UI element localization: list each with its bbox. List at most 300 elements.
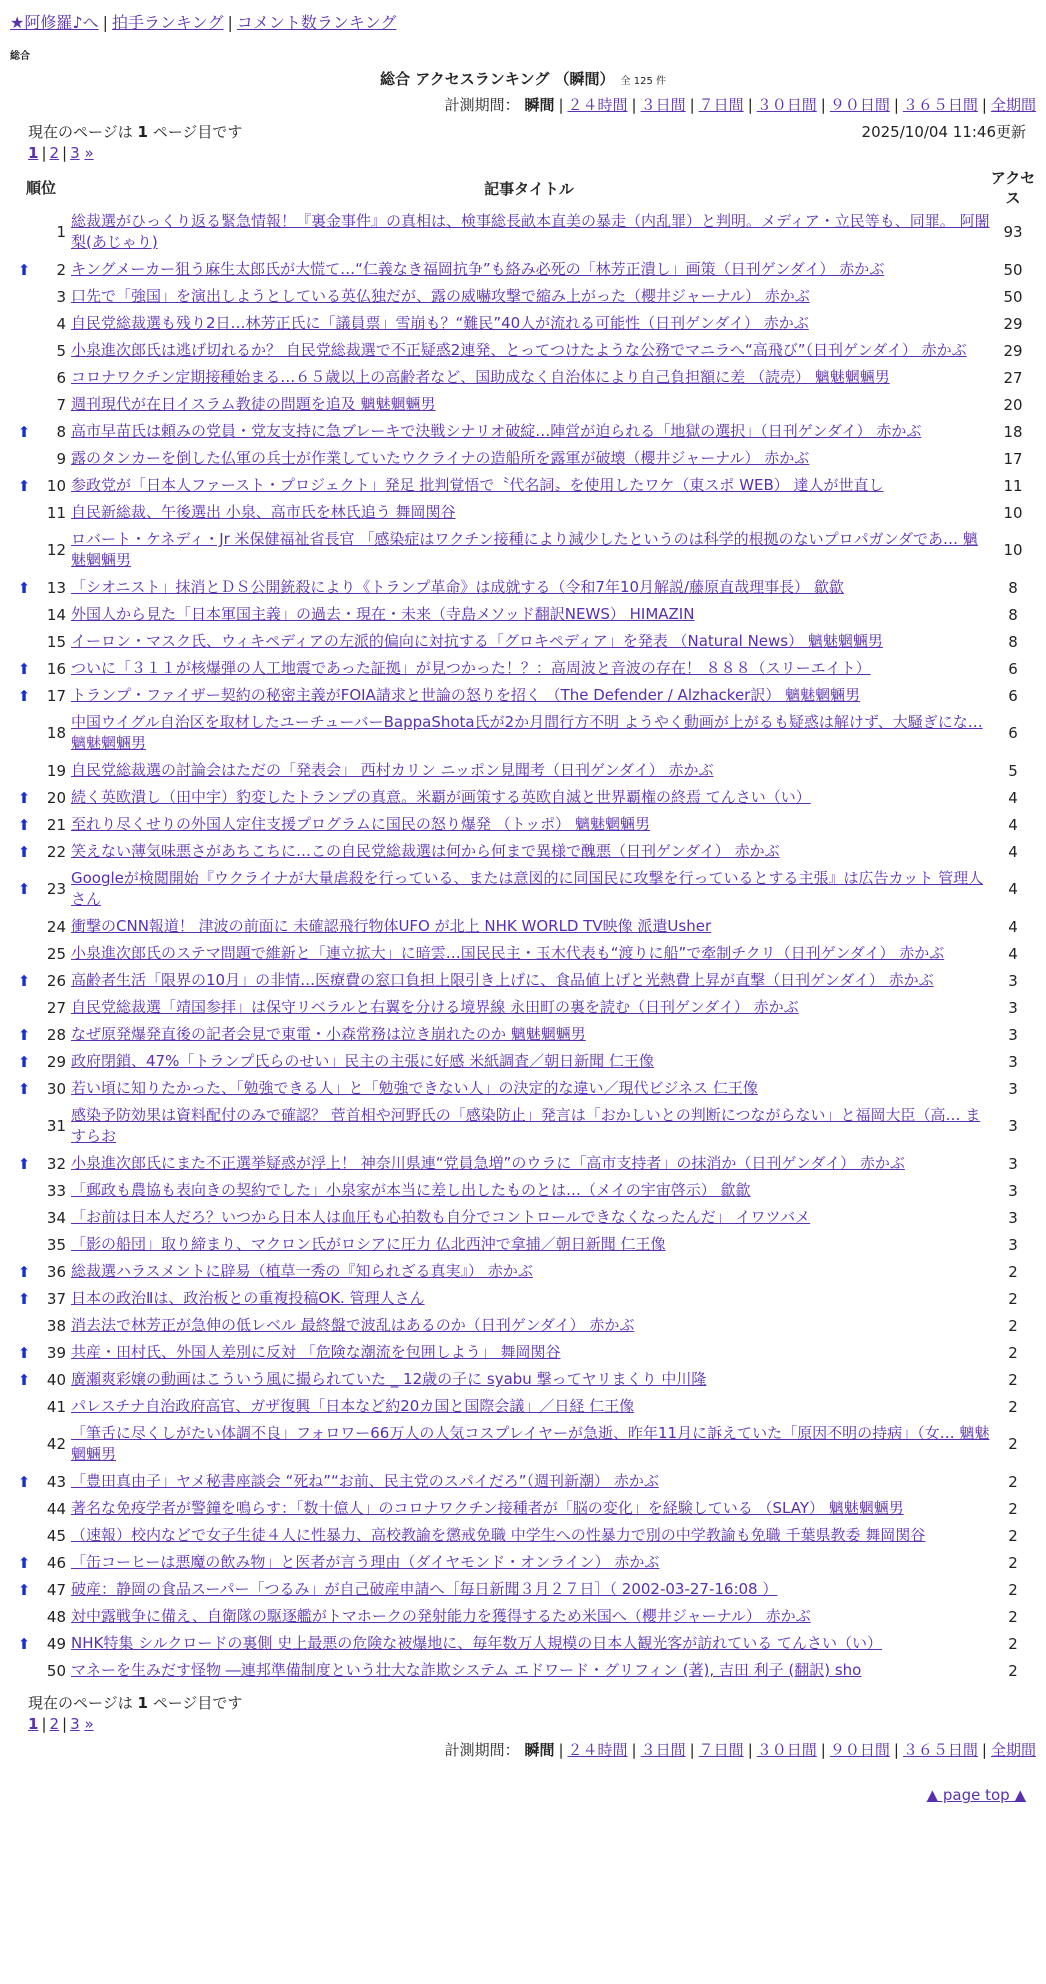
period-link[interactable]: ３日間 <box>640 1741 686 1759</box>
trend-cell <box>14 1285 34 1312</box>
column-header-access: アクセス <box>990 169 1036 207</box>
rank-number: 21 <box>46 815 66 834</box>
rank-number: 47 <box>46 1580 66 1599</box>
period-separator: | <box>631 1741 637 1759</box>
article-link[interactable]: 廣瀬爽彩嬢の動画はこういう風に撮られていた _ 12歳の子に syabu 撃ってヤリまくり 中川隆 <box>71 1370 707 1388</box>
pagination-top <box>10 144 1036 162</box>
article-title-cell <box>68 574 990 601</box>
rank-number: 9 <box>56 449 66 468</box>
article-link[interactable]: 高市早苗氏は頼みの党員・党友支持に急ブレーキで決戦シナリオ破綻…陣営が迫られる「地獄の選択」（日刊ゲンダイ） 赤かぶ <box>71 422 922 440</box>
trend-cell <box>14 784 34 811</box>
table-row <box>14 310 1036 337</box>
rank-number: 33 <box>46 1181 66 1200</box>
access-count: 3 <box>1008 1079 1018 1098</box>
table-row <box>14 757 1036 784</box>
access-count: 2 <box>1008 1370 1018 1389</box>
trend-cell <box>14 445 34 472</box>
total-count: 全 125 件 <box>620 76 666 87</box>
trend-cell <box>14 967 34 994</box>
access-count: 2 <box>1008 1553 1018 1572</box>
article-title-cell <box>68 1366 990 1393</box>
table-row <box>14 601 1036 628</box>
page-top-link-wrap <box>10 1786 1026 1804</box>
table-row <box>14 682 1036 709</box>
article-title-cell <box>68 337 990 364</box>
access-count: 4 <box>1008 788 1018 807</box>
article-link[interactable]: 著名な免疫学者が警鐘を鳴らす：「数十億人」のコロナワクチン接種者が「脳の変化」を経験している （SLAY） 魑魅魍魎男 <box>71 1499 904 1517</box>
rank-number: 31 <box>46 1117 66 1135</box>
article-link[interactable]: 「筆舌に尽くしがたい体調不良」フォロワー66万人の人気コスプレイヤーが急逝、昨年11月に訴えていた「原因不明の持病」（女… 魑魅魍魎男 <box>71 1424 990 1463</box>
access-count: 8 <box>1008 632 1018 651</box>
period-separator: | <box>981 96 987 114</box>
access-count: 18 <box>1003 422 1023 441</box>
trend-cell <box>14 1522 34 1549</box>
article-link[interactable]: 露のタンカーを倒した仏軍の兵士が作業していたウクライナの造船所を露軍が破壊（櫻井ジャーナル） 赤かぶ <box>71 449 810 467</box>
nav-link-comment-ranking[interactable]: コメント数ランキング <box>236 13 397 32</box>
trend-cell <box>14 1102 34 1150</box>
rank-number: 3 <box>56 287 66 306</box>
pager-page-link[interactable]: 1 <box>28 144 39 162</box>
pager-next[interactable]: » <box>84 1715 94 1733</box>
page-title-text: 総合 アクセスランキング （瞬間） <box>380 70 615 88</box>
access-count: 2 <box>1008 1661 1018 1680</box>
rank-number: 14 <box>46 605 66 624</box>
article-title-cell <box>68 1603 990 1630</box>
article-link[interactable]: 小泉進次郎氏のステマ問題で維新と「連立拡大」に暗雲…国民民主・玉木代表も“渡りに船”で牽制チクリ（日刊ゲンダイ） 赤かぶ <box>71 944 945 962</box>
rank-number: 50 <box>46 1661 66 1680</box>
period-selector-top <box>10 94 1036 115</box>
article-title-cell <box>68 967 990 994</box>
article-link[interactable]: 日本の政治Ⅱは、政治板との重複投稿OK. 管理人さん <box>71 1289 425 1307</box>
article-link[interactable]: 続く英欧潰し（田中宇）豹変したトランプの真意。米覇が画策する英欧自滅と世界覇権の終焉 てんさい（い） <box>71 788 811 806</box>
trend-cell <box>14 1366 34 1393</box>
article-title-cell <box>68 682 990 709</box>
nav-link-ashura[interactable]: ★阿修羅♪へ <box>10 13 99 32</box>
up-arrow-icon: ⬆ <box>17 476 31 495</box>
trend-cell <box>14 208 34 256</box>
top-nav <box>10 10 1036 33</box>
trend-cell <box>14 1630 34 1657</box>
up-arrow-icon: ⬆ <box>17 1472 31 1491</box>
current-page-prefix: 現在のページは <box>28 123 133 141</box>
article-title-cell <box>68 709 990 757</box>
article-link[interactable]: 政府閉鎖、47%「トランプ氏らのせい」民主の主張に好感 米紙調査／朝日新聞 仁王像 <box>71 1052 654 1070</box>
trend-cell <box>14 418 34 445</box>
table-row <box>14 1048 1036 1075</box>
rank-number: 2 <box>56 260 66 279</box>
period-link[interactable]: 全期間 <box>990 1741 1036 1759</box>
article-link[interactable]: 「お前は日本人だろ？いつから日本人は血圧も心拍数も自分でコントロールできなくなったんだ」 イワツバメ <box>71 1208 811 1226</box>
article-link[interactable]: ついに「３１１が核爆弾の人工地震であった証拠」が見つかった！？：高周波と音波の存在！ ８８８（スリーエイト） <box>71 659 871 677</box>
table-row <box>14 574 1036 601</box>
table-row <box>14 967 1036 994</box>
rank-number: 26 <box>46 971 66 990</box>
rank-number: 30 <box>46 1079 66 1098</box>
period-link[interactable]: ３６５日間 <box>902 96 978 114</box>
period-label: 計測期間： <box>444 96 520 114</box>
rank-number: 40 <box>46 1370 66 1389</box>
period-label: 計測期間： <box>444 1741 520 1759</box>
access-count: 29 <box>1003 314 1023 333</box>
article-link[interactable]: 若い頃に知りたかった、「勉強できる人」と「勉強できない人」の決定的な違い／現代ビジネス 仁王像 <box>71 1079 758 1097</box>
table-row <box>14 418 1036 445</box>
rank-number: 49 <box>46 1634 66 1653</box>
article-link[interactable]: 「豊田真由子」ヤメ秘書座談会 “死ね”“お前、民主党のスパイだろ”（週刊新潮） 赤かぶ <box>71 1472 659 1490</box>
article-title-cell <box>68 1630 990 1657</box>
table-row <box>14 1522 1036 1549</box>
access-count: 3 <box>1008 1235 1018 1254</box>
rank-number: 6 <box>56 368 66 387</box>
updated-timestamp: 2025/10/04 11:46更新 <box>861 123 1026 141</box>
table-row <box>14 1630 1036 1657</box>
period-link[interactable]: ３０日間 <box>756 1741 817 1759</box>
current-page-suffix: ページ目です <box>152 123 243 141</box>
article-title-cell <box>68 1258 990 1285</box>
current-page-number: 1 <box>137 1694 148 1712</box>
access-count: 6 <box>1008 724 1018 742</box>
access-count: 8 <box>1008 578 1018 597</box>
access-count: 2 <box>1008 1634 1018 1653</box>
period-link[interactable]: ２４時間 <box>567 1741 628 1759</box>
period-link[interactable]: ３日間 <box>640 96 686 114</box>
access-count: 3 <box>1008 971 1018 990</box>
article-link[interactable]: 感染予防効果は資料配付のみで確認？ 菅首相や河野氏の「感染防止」発言は「おかしいとの判断につながらない」と福岡大臣（高… ますらお <box>71 1106 981 1145</box>
rank-number: 10 <box>46 476 66 495</box>
article-title-cell <box>68 445 990 472</box>
article-link[interactable]: マネーを生みだす怪物 ―連邦準備制度という壮大な詐欺システム エドワード・グリフィン (著), 吉田 利子 (翻訳) sho <box>71 1661 862 1679</box>
table-row <box>14 208 1036 256</box>
table-row <box>14 1576 1036 1603</box>
article-title-cell <box>68 913 990 940</box>
article-link[interactable]: 破産：静岡の食品スーパー「つるみ」が自己破産申請へ［毎日新聞３月２７日］（ 2002-03-27-16:08 ） <box>71 1580 778 1598</box>
article-title-cell <box>68 1177 990 1204</box>
table-row <box>14 628 1036 655</box>
article-title-cell <box>68 256 990 283</box>
trend-cell <box>14 1258 34 1285</box>
trend-cell <box>14 1048 34 1075</box>
trend-cell <box>14 1657 34 1684</box>
category-label: 総合 <box>10 51 30 62</box>
table-row <box>14 1495 1036 1522</box>
period-separator: | <box>747 96 753 114</box>
current-page-text-bottom <box>28 1692 242 1713</box>
article-link[interactable]: 小泉進次郎氏にまた不正選挙疑惑が浮上！ 神奈川県連“党員急増”のウラに「高市支持者」の抹消か（日刊ゲンダイ） 赤かぶ <box>71 1154 905 1172</box>
access-count: 3 <box>1008 998 1018 1017</box>
rank-number: 7 <box>56 395 66 414</box>
trend-cell <box>14 811 34 838</box>
up-arrow-icon: ⬆ <box>17 880 31 898</box>
period-separator: | <box>631 96 637 114</box>
table-row <box>14 1312 1036 1339</box>
article-title-cell <box>68 208 990 256</box>
article-link[interactable]: なぜ原発爆発直後の記者会見で東電・小森常務は泣き崩れたのか 魑魅魍魎男 <box>71 1025 586 1043</box>
table-row <box>14 784 1036 811</box>
access-count: 2 <box>1008 1397 1018 1416</box>
access-count: 3 <box>1008 1117 1018 1135</box>
access-count: 50 <box>1003 260 1023 279</box>
article-link[interactable]: 総裁選がひっくり返る緊急情報！『裏金事件』の真相は、検事総長畝本直美の暴走（内乱罪）と判明。メディア・立民等も、同罪。 阿闍梨(あじゃり) <box>71 212 990 251</box>
table-row <box>14 865 1036 913</box>
article-link[interactable]: キングメーカー狙う麻生太郎氏が大慌て…“仁義なき福岡抗争”も絡み必死の「林芳正潰し」画策（日刊ゲンダイ） 赤かぶ <box>71 260 885 278</box>
rank-number: 43 <box>46 1472 66 1491</box>
trend-cell <box>14 628 34 655</box>
period-link[interactable]: 全期間 <box>990 96 1036 114</box>
article-link[interactable]: 週刊現代が在日イスラム教徒の問題を追及 魑魅魍魎男 <box>71 395 436 413</box>
article-link[interactable]: （速報）校内などで女子生徒４人に性暴力、高校教諭を懲戒免職 中学生への性暴力で別の中学教諭も免職 千葉県教委 舞岡関谷 <box>71 1526 926 1544</box>
article-title-cell <box>68 418 990 445</box>
article-link[interactable]: コロナワクチン定期接種始まる…６５歳以上の高齢者など、国助成なく自治体により自己負担額に差 （読売） 魑魅魍魎男 <box>71 368 890 386</box>
article-link[interactable]: 総裁選ハラスメントに辟易（植草一秀の『知られざる真実』） 赤かぶ <box>71 1262 533 1280</box>
access-count: 2 <box>1008 1526 1018 1545</box>
up-arrow-icon: ⬆ <box>17 815 31 834</box>
trend-cell <box>14 994 34 1021</box>
trend-cell <box>14 1075 34 1102</box>
trend-cell <box>14 526 34 574</box>
pager-page-link[interactable]: 2 <box>49 1715 60 1733</box>
table-row <box>14 526 1036 574</box>
pager-separator: | <box>41 144 47 162</box>
article-title-cell <box>68 1468 990 1495</box>
period-separator: | <box>689 96 695 114</box>
rank-number: 4 <box>56 314 66 333</box>
rank-number: 36 <box>46 1262 66 1281</box>
table-row <box>14 472 1036 499</box>
article-link[interactable]: 共産・田村氏、外国人差別に反対 「危険な潮流を包囲しよう」 舞岡関谷 <box>71 1343 561 1361</box>
pager-next[interactable]: » <box>84 144 94 162</box>
pagination-bottom <box>10 1715 1036 1733</box>
rank-number: 38 <box>46 1316 66 1335</box>
up-arrow-icon: ⬆ <box>17 1370 31 1389</box>
article-title-cell <box>68 994 990 1021</box>
trend-cell <box>14 310 34 337</box>
article-title-cell <box>68 1075 990 1102</box>
table-row <box>14 1366 1036 1393</box>
period-link[interactable]: ７日間 <box>698 1741 744 1759</box>
trend-cell <box>14 1204 34 1231</box>
article-link[interactable]: 「影の船団」取り締まり、マクロン氏がロシアに圧力 仏北西沖で拿捕／朝日新聞 仁王像 <box>71 1235 666 1253</box>
table-row <box>14 1102 1036 1150</box>
up-arrow-icon: ⬆ <box>17 686 31 705</box>
article-title-cell <box>68 1393 990 1420</box>
table-row <box>14 940 1036 967</box>
up-arrow-icon: ⬆ <box>17 260 31 279</box>
article-link[interactable]: 「缶コーヒーは悪魔の飲み物」と医者が言う理由（ダイヤモンド・オンライン） 赤かぶ <box>71 1553 660 1571</box>
period-link[interactable]: ９０日間 <box>829 96 890 114</box>
rank-number: 48 <box>46 1607 66 1626</box>
period-link[interactable]: ７日間 <box>698 96 744 114</box>
rank-number: 20 <box>46 788 66 807</box>
rank-number: 29 <box>46 1052 66 1071</box>
article-link[interactable]: 消去法で林芳正が急伸の低レベル 最終盤で波乱はあるのか（日刊ゲンダイ） 赤かぶ <box>71 1316 635 1334</box>
article-title-cell <box>68 526 990 574</box>
trend-cell <box>14 655 34 682</box>
article-title-cell <box>68 628 990 655</box>
article-link[interactable]: 小泉進次郎氏は逃げ切れるか？ 自民党総裁選で不正疑惑2連発、とってつけたような公務でマニラへ“高飛び”（日刊ゲンダイ） 赤かぶ <box>71 341 967 359</box>
access-count: 2 <box>1008 1607 1018 1626</box>
trend-cell <box>14 499 34 526</box>
article-link[interactable]: パレスチナ自治政府高官、ガザ復興「日本など約20カ国と国際会議」／日経 仁王像 <box>71 1397 635 1415</box>
trend-cell <box>14 682 34 709</box>
up-arrow-icon: ⬆ <box>17 842 31 861</box>
article-title-cell <box>68 838 990 865</box>
trend-cell <box>14 1495 34 1522</box>
trend-cell <box>14 940 34 967</box>
nav-link-applause-ranking[interactable]: 拍手ランキング <box>111 13 224 32</box>
up-arrow-icon: ⬆ <box>17 971 31 990</box>
article-title-cell <box>68 1231 990 1258</box>
up-arrow-icon: ⬆ <box>17 659 31 678</box>
table-row <box>14 1603 1036 1630</box>
rank-number: 42 <box>46 1435 66 1453</box>
nav-separator: | <box>227 13 233 32</box>
column-header-rank: 順位 <box>25 179 56 197</box>
table-row <box>14 1258 1036 1285</box>
article-title-cell <box>68 784 990 811</box>
rank-number: 23 <box>46 880 66 898</box>
trend-cell <box>14 1420 34 1468</box>
trend-cell <box>14 1021 34 1048</box>
article-link[interactable]: 高齢者生活「限界の10月」の非情…医療費の窓口負担上限引き上げに、食品値上げと光熱費上昇が直撃（日刊ゲンダイ） 赤かぶ <box>71 971 934 989</box>
article-link[interactable]: Googleが検閲開始『ウクライナが大量虐殺を行っている、または意図的に同国民に攻撃を行っているとする主張』は広告カット 管理人さん <box>71 869 984 908</box>
rank-number: 28 <box>46 1025 66 1044</box>
article-link[interactable]: 衝撃のCNN報道！ 津波の前面に 未確認飛行物体UFO が北上 NHK WORLD TV映像 派遣Usher <box>71 917 712 935</box>
access-count: 4 <box>1008 944 1018 963</box>
article-link[interactable]: NHK特集 シルクロードの裏側 史上最悪の危険な被爆地に、毎年数万人規模の日本人観光客が訪れている てんさい（い） <box>71 1634 882 1652</box>
trend-cell <box>14 1549 34 1576</box>
trend-cell <box>14 1231 34 1258</box>
trend-cell <box>14 472 34 499</box>
article-title-cell <box>68 283 990 310</box>
pager-page-link[interactable]: 1 <box>28 1715 39 1733</box>
article-title-cell <box>68 1204 990 1231</box>
table-row <box>14 364 1036 391</box>
trend-cell <box>14 337 34 364</box>
up-arrow-icon: ⬆ <box>17 1154 31 1173</box>
access-count: 2 <box>1008 1435 1018 1453</box>
article-link[interactable]: 自民新総裁、午後選出 小泉、高市氏を林氏追う 舞岡関谷 <box>71 503 456 521</box>
trend-cell <box>14 1603 34 1630</box>
page-top-link[interactable]: ▲ page top ▲ <box>926 1786 1026 1804</box>
table-row <box>14 1150 1036 1177</box>
pager-page-link[interactable]: 2 <box>49 144 60 162</box>
article-link[interactable]: 自民党総裁選「靖国参拝」は保守リベラルと右翼を分ける境界線 永田町の裏を読む（日刊ゲンダイ） 赤かぶ <box>71 998 799 1016</box>
article-link[interactable]: 自民党総裁選の討論会はただの「発表会」 西村カリン ニッポン見聞考（日刊ゲンダイ） 赤かぶ <box>71 761 714 779</box>
rank-number: 34 <box>46 1208 66 1227</box>
up-arrow-icon: ⬆ <box>17 422 31 441</box>
trend-cell <box>14 838 34 865</box>
article-title-cell <box>68 1285 990 1312</box>
article-link[interactable]: 笑えない薄気味悪さがあちこちに…この自民党総裁選は何から何まで異様で醜悪（日刊ゲンダイ） 赤かぶ <box>71 842 780 860</box>
table-row <box>14 1339 1036 1366</box>
rank-number: 37 <box>46 1289 66 1308</box>
period-link[interactable]: ９０日間 <box>829 1741 890 1759</box>
article-title-cell <box>68 1522 990 1549</box>
page-title <box>10 68 1036 89</box>
trend-cell <box>14 364 34 391</box>
period-link[interactable]: ３６５日間 <box>902 1741 978 1759</box>
table-row <box>14 838 1036 865</box>
table-row <box>14 1231 1036 1258</box>
table-row <box>14 1021 1036 1048</box>
access-count: 4 <box>1008 880 1018 898</box>
pager-separator: | <box>62 1715 68 1733</box>
up-arrow-icon: ⬆ <box>17 578 31 597</box>
trend-cell <box>14 1468 34 1495</box>
table-row <box>14 1420 1036 1468</box>
up-arrow-icon: ⬆ <box>17 1025 31 1044</box>
access-count: 2 <box>1008 1316 1018 1335</box>
access-count: 50 <box>1003 287 1023 306</box>
article-link[interactable]: 中国ウイグル自治区を取材したユーチューバーBappaShota氏が2か月間行方不明 ようやく動画が上がるも疑惑は解けず、大騒ぎにな… 魑魅魍魎男 <box>71 713 983 752</box>
trend-cell <box>14 1312 34 1339</box>
article-title-cell <box>68 1021 990 1048</box>
table-row <box>14 1204 1036 1231</box>
access-count: 6 <box>1008 686 1018 705</box>
article-link[interactable]: トランプ・ファイザー契約の秘密主義がFOIA請求と世論の怒りを招く （The Defender / Alzhacker訳） 魑魅魍魎男 <box>71 686 861 704</box>
period-separator: | <box>893 96 899 114</box>
ranking-table <box>14 168 1036 1684</box>
access-count: 2 <box>1008 1580 1018 1599</box>
article-link[interactable]: 「郵政も農協も表向きの契約でした」小泉家が本当に差し出したものとは…（メイの宇宙啓示） 歙歙 <box>71 1181 751 1199</box>
trend-cell <box>14 1576 34 1603</box>
article-title-cell <box>68 1549 990 1576</box>
pager-page-link[interactable]: 3 <box>70 1715 80 1733</box>
access-count: 3 <box>1008 1181 1018 1200</box>
article-link[interactable]: 口先で「強国」を演出しようとしている英仏独だが、露の威嚇攻撃で縮み上がった（櫻井ジャーナル） 赤かぶ <box>71 287 810 305</box>
article-title-cell <box>68 811 990 838</box>
article-link[interactable]: 外国人から見た「日本軍国主義」の過去・現在・未来（寺島メソッド翻訳NEWS） HIMAZIN <box>71 605 695 623</box>
access-count: 2 <box>1008 1262 1018 1281</box>
pager-page-link[interactable]: 3 <box>70 144 80 162</box>
article-link[interactable]: イーロン・マスク氏、ウィキペディアの左派的偏向に対抗する「グロキペディア」を発表 （Natural News） 魑魅魍魎男 <box>71 632 883 650</box>
article-link[interactable]: ロバート・ケネディ・Jr 米保健福祉省長官 「感染症はワクチン接種により減少したというのは科学的根拠のないプロパガンダであ… 魑魅魍魎男 <box>71 530 978 569</box>
up-arrow-icon: ⬆ <box>17 1289 31 1308</box>
rank-number: 45 <box>46 1526 66 1545</box>
access-count: 27 <box>1003 368 1023 387</box>
trend-cell <box>14 913 34 940</box>
article-link[interactable]: 対中露戦争に備え、自衛隊の駆逐艦がトマホークの発射能力を獲得するため米国へ（櫻井ジャーナル） 赤かぶ <box>71 1607 811 1625</box>
column-header-title: 記事タイトル <box>484 179 574 198</box>
article-title-cell <box>68 1420 990 1468</box>
access-count: 6 <box>1008 659 1018 678</box>
period-separator: | <box>820 96 826 114</box>
article-link[interactable]: 参政党が「日本人ファースト・プロジェクト」発足 批判覚悟で〝代名詞〟を使用したワケ（東スポ WEB） 達人が世直し <box>71 476 884 494</box>
access-count: 3 <box>1008 1154 1018 1173</box>
table-row <box>14 1285 1036 1312</box>
table-row <box>14 256 1036 283</box>
access-count: 20 <box>1003 395 1023 414</box>
rank-number: 44 <box>46 1499 66 1518</box>
period-selector-bottom <box>10 1739 1036 1760</box>
article-link[interactable]: 至れり尽くせりの外国人定住支援プログラムに国民の怒り爆発 （トッポ） 魑魅魍魎男 <box>71 815 650 833</box>
table-row <box>14 1657 1036 1684</box>
article-link[interactable]: 自民党総裁選も残り2日…林芳正氏に「議員票」雪崩も？“難民”40人が流れる可能性（日刊ゲンダイ） 赤かぶ <box>71 314 809 332</box>
up-arrow-icon: ⬆ <box>17 788 31 807</box>
current-page-prefix: 現在のページは <box>28 1694 133 1712</box>
rank-number: 15 <box>46 632 66 651</box>
access-count: 93 <box>1003 223 1023 241</box>
trend-cell <box>14 1177 34 1204</box>
rank-number: 1 <box>56 223 66 241</box>
trend-cell <box>14 1150 34 1177</box>
period-link[interactable]: ２４時間 <box>567 96 628 114</box>
period-link[interactable]: ３０日間 <box>756 96 817 114</box>
rank-number: 13 <box>46 578 66 597</box>
article-title-cell <box>68 1495 990 1522</box>
article-link[interactable]: 「シオニスト」抹消とＤＳ公開銃殺により《トランプ革命》は成就する（令和7年10月解説/藤原直哉理事長） 歙歙 <box>71 578 844 596</box>
page-info-row <box>10 121 1036 142</box>
access-count: 11 <box>1003 476 1023 495</box>
